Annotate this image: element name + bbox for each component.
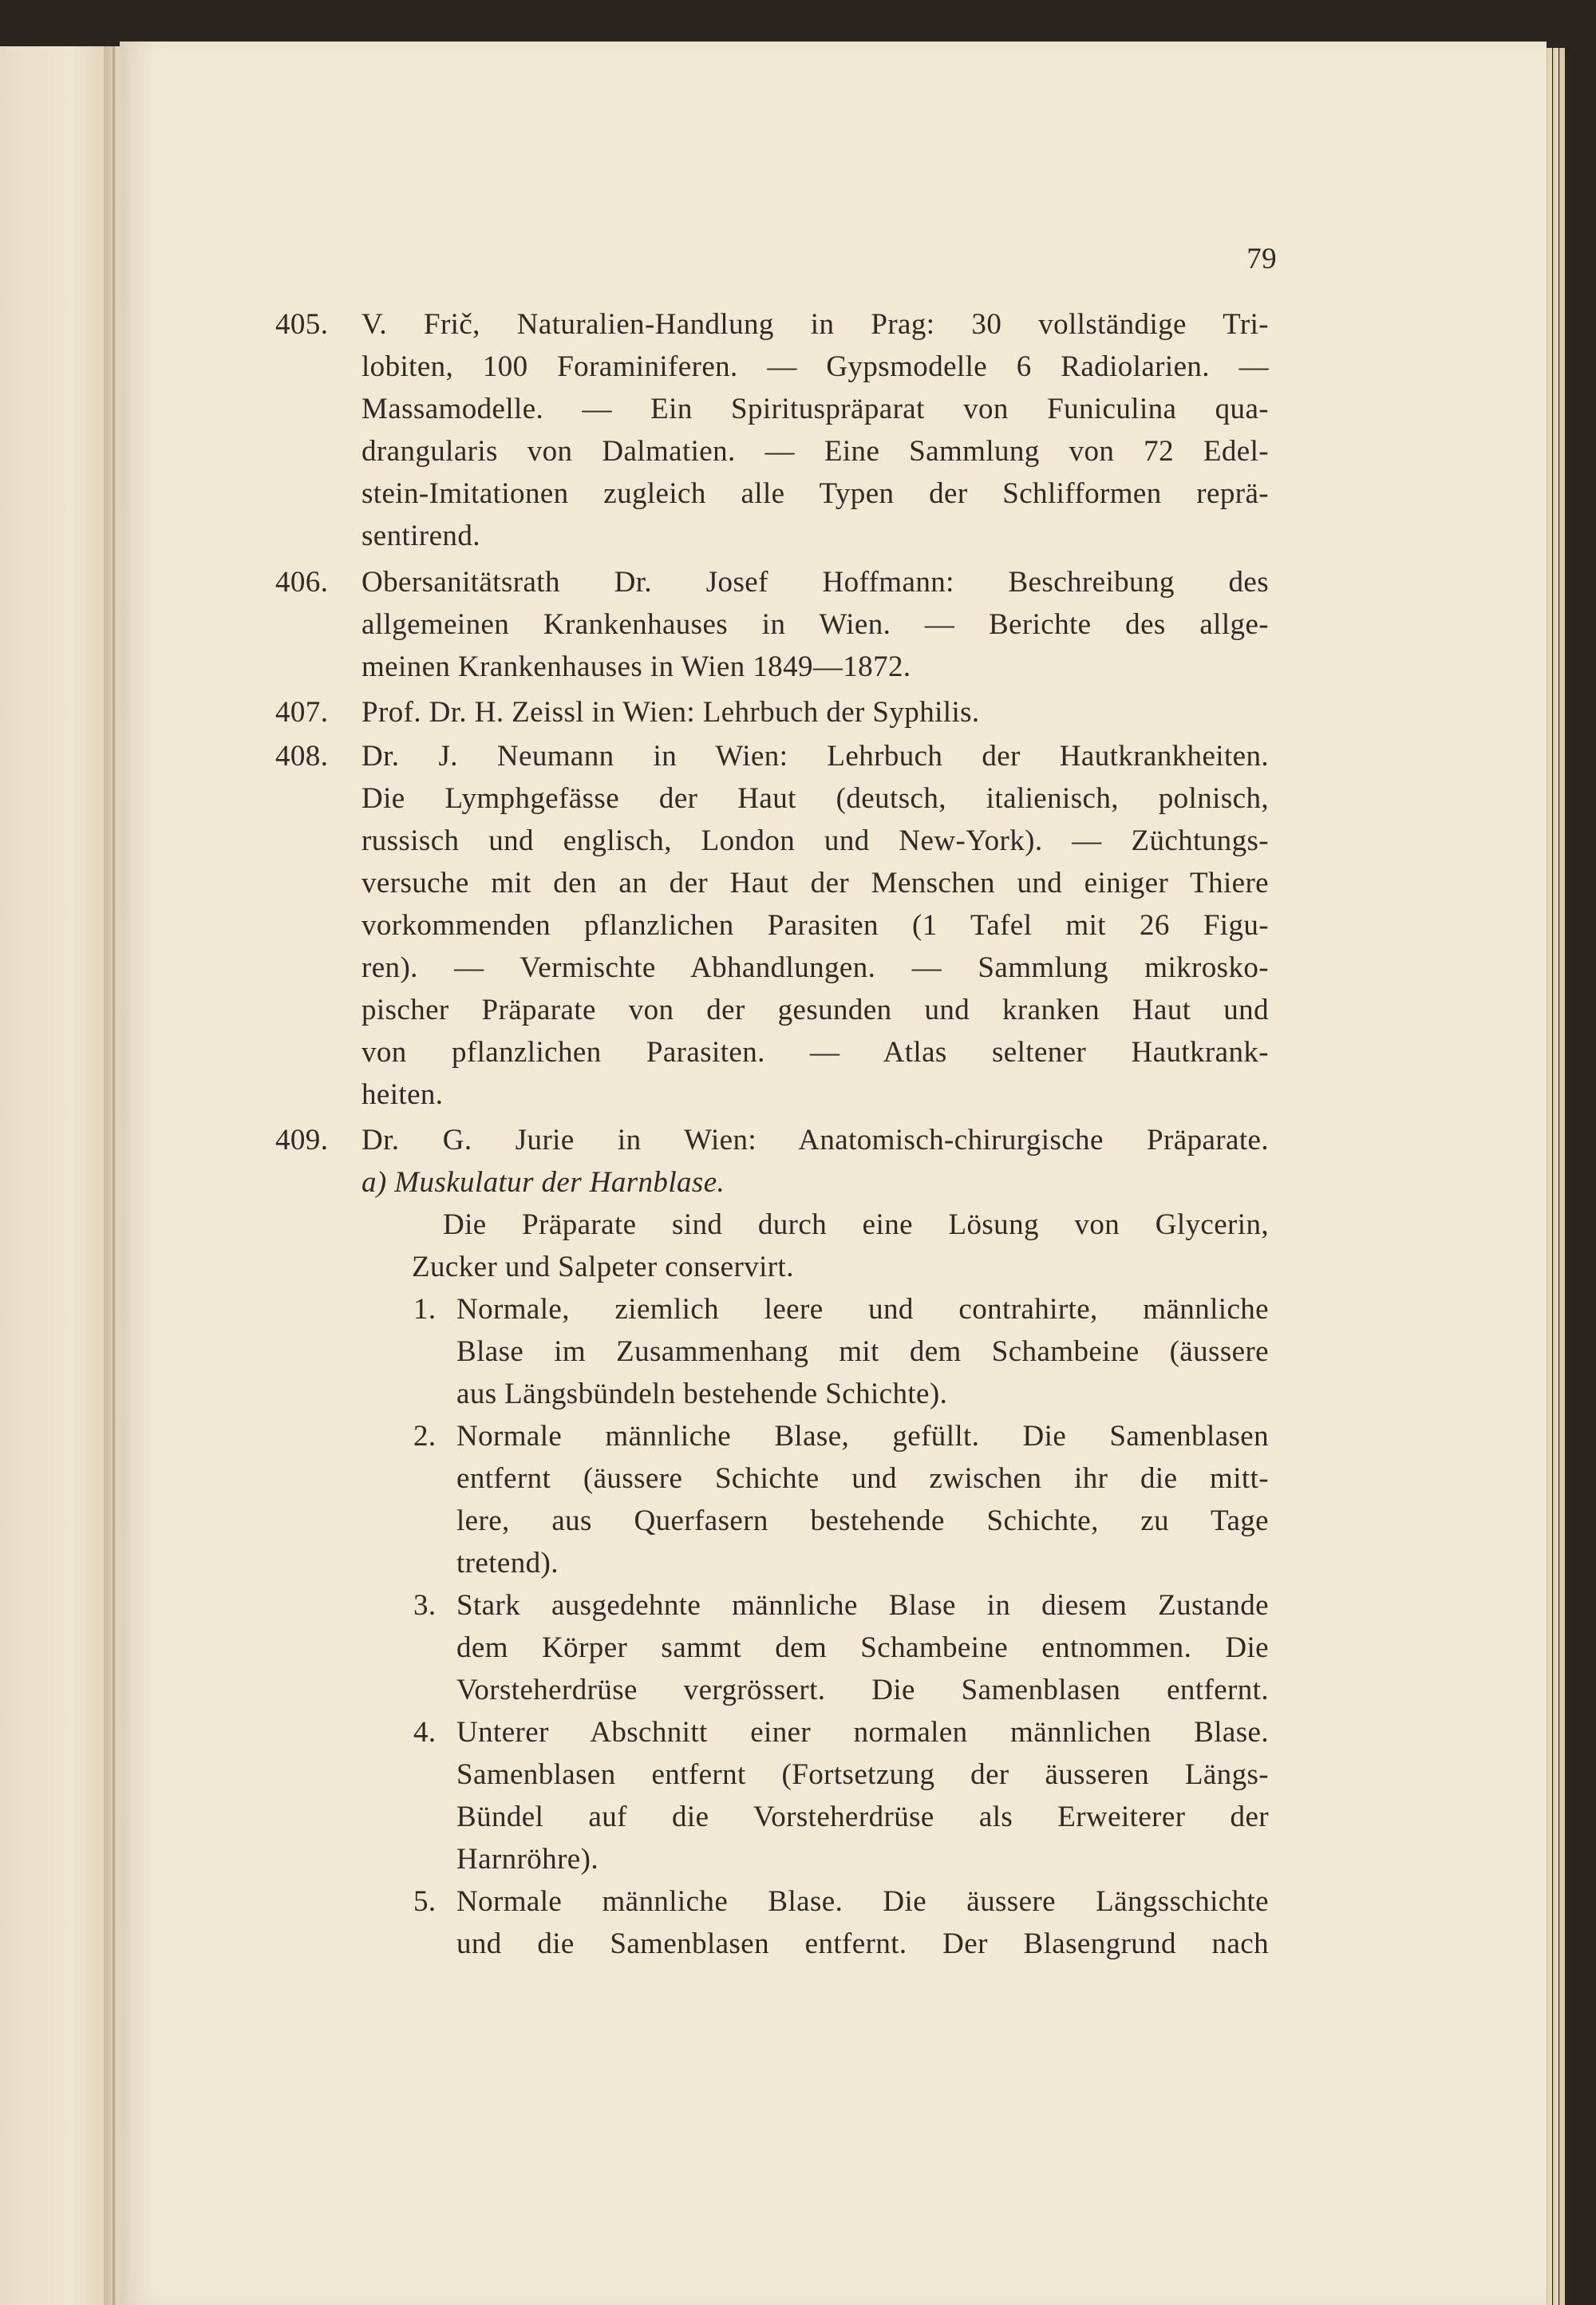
item-number-1: 1. xyxy=(413,1293,437,1326)
entry-405-line: lobiten, 100 Foraminiferen. — Gypsmodelle 6 Radiolarien. — xyxy=(361,350,1269,383)
page-edge xyxy=(1553,48,1558,2305)
entry-408-line: vorkommenden pflanzlichen Parasiten (1 Tafel mit 26 Figu- xyxy=(361,909,1269,942)
entry-408-line: russisch und englisch, London und New-York). — Züchtungs- xyxy=(361,824,1269,857)
entry-number-408: 408. xyxy=(275,740,329,773)
entry-407-line: Prof. Dr. H. Zeissl in Wien: Lehrbuch der Syphilis. xyxy=(361,696,980,729)
item-1-line: aus Längsbündeln bestehende Schichte). xyxy=(456,1378,948,1410)
item-number-2: 2. xyxy=(413,1420,437,1453)
entry-number-405: 405. xyxy=(275,308,329,341)
entry-405-line: Massamodelle. — Ein Spirituspräparat von Funiculina qua- xyxy=(361,393,1269,425)
entry-406-line: Obersanitätsrath Dr. Josef Hoffmann: Beschreibung des xyxy=(361,566,1269,599)
page-edge xyxy=(1559,48,1565,2305)
item-number-4: 4. xyxy=(413,1716,437,1749)
entry-405-line: drangularis von Dalmatien. — Eine Sammlung von 72 Edel- xyxy=(361,435,1269,468)
intro-line: Zucker und Salpeter conservirt. xyxy=(412,1251,794,1283)
entry-number-406: 406. xyxy=(275,566,329,599)
entry-405-line: sentirend. xyxy=(361,520,480,552)
entry-408-line: von pflanzlichen Parasiten. — Atlas seltener Hautkrank- xyxy=(361,1036,1269,1069)
item-2-line: lere, aus Querfasern bestehende Schichte, zu Tage xyxy=(456,1504,1269,1537)
entry-405-line: stein-Imitationen zugleich alle Typen der Schlifformen reprä- xyxy=(361,477,1269,510)
gutter-rule xyxy=(113,46,115,2305)
entry-number-409: 409. xyxy=(275,1124,329,1156)
entry-408-line: pischer Präparate von der gesunden und kranken Haut und xyxy=(361,994,1269,1026)
entry-408-line: ren). — Vermischte Abhandlungen. — Sammlung mikrosko- xyxy=(361,951,1269,984)
item-3-line: dem Körper sammt dem Schambeine entnommen. Die xyxy=(456,1631,1269,1664)
intro-line: Die Präparate sind durch eine Lösung von Glycerin, xyxy=(443,1208,1269,1241)
entry-405-line: V. Frič, Naturalien-Handlung in Prag: 30 vollständige Tri- xyxy=(361,308,1269,341)
item-2-line: entfernt (äussere Schichte und zwischen ihr die mitt- xyxy=(456,1462,1269,1495)
entry-408-line: Die Lymphgefässe der Haut (deutsch, italienisch, polnisch, xyxy=(361,782,1269,815)
item-5-line: Normale männliche Blase. Die äussere Längsschichte xyxy=(456,1885,1269,1918)
facing-page-edge xyxy=(0,46,104,2305)
item-2-line: Normale männliche Blase, gefüllt. Die Samenblasen xyxy=(456,1420,1269,1453)
item-number-3: 3. xyxy=(413,1589,437,1622)
item-1-line: Blase im Zusammenhang mit dem Schambeine (äussere xyxy=(456,1335,1269,1368)
page-number: 79 xyxy=(1246,243,1277,275)
entry-408-line: Dr. J. Neumann in Wien: Lehrbuch der Hautkrankheiten. xyxy=(361,740,1269,773)
item-4-line: Samenblasen entfernt (Fortsetzung der äusseren Längs- xyxy=(456,1758,1269,1791)
entry-number-407: 407. xyxy=(275,696,329,729)
item-4-line: Harnröhre). xyxy=(456,1843,599,1876)
item-3-line: Vorsteherdrüse vergrössert. Die Samenblasen entfernt. xyxy=(456,1674,1269,1706)
item-3-line: Stark ausgedehnte männliche Blase in diesem Zustande xyxy=(456,1589,1269,1622)
item-2-line: tretend). xyxy=(456,1547,559,1579)
entry-408-line: versuche mit den an der Haut der Menschen und einiger Thiere xyxy=(361,867,1269,899)
entry-406-line: allgemeinen Krankenhauses in Wien. — Berichte des allge- xyxy=(361,608,1269,641)
entry-409-subheading: a) Muskulatur der Harnblase. xyxy=(361,1166,725,1199)
entry-406-line: meinen Krankenhauses in Wien 1849—1872. xyxy=(361,650,911,683)
item-5-line: und die Samenblasen entfernt. Der Blasengrund nach xyxy=(456,1927,1269,1960)
entry-409-line: Dr. G. Jurie in Wien: Anatomisch-chirurgische Präparate. xyxy=(361,1124,1269,1156)
entry-408-line: heiten. xyxy=(361,1078,444,1111)
item-1-line: Normale, ziemlich leere und contrahirte, männliche xyxy=(456,1293,1269,1326)
item-4-line: Bündel auf die Vorsteherdrüse als Erweiterer der xyxy=(456,1801,1269,1833)
item-4-line: Unterer Abschnitt einer normalen männlichen Blase. xyxy=(456,1716,1269,1749)
page-edge xyxy=(1547,48,1552,2305)
item-number-5: 5. xyxy=(413,1885,437,1918)
